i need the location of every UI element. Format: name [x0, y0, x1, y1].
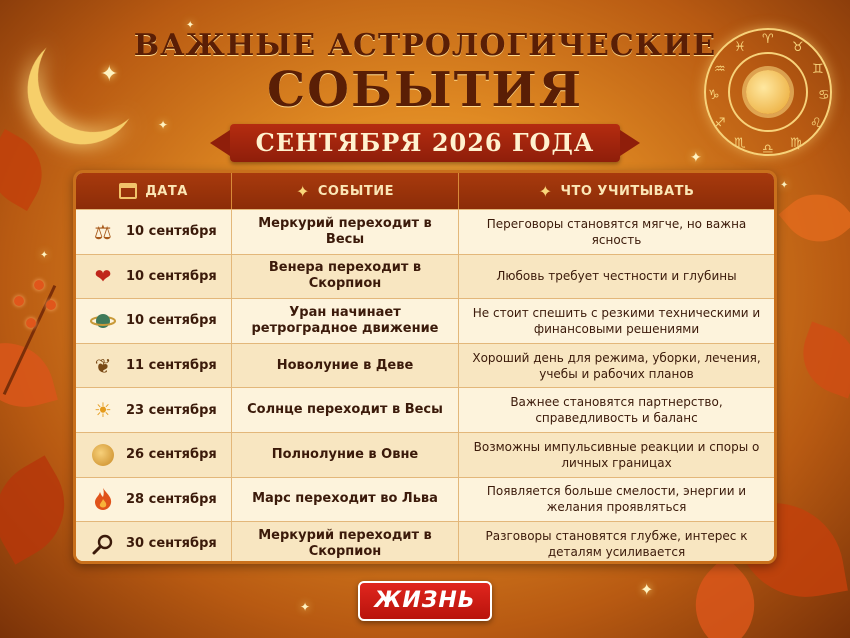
header-event-label: СОБЫТИЕ: [317, 183, 394, 199]
event-name: Уран начинает ретроградное движение: [231, 299, 458, 343]
event-name: Марс переходит во Льва: [231, 478, 458, 522]
date-cell: [76, 299, 231, 343]
autumn-leaf-icon: [0, 332, 58, 418]
events-table: [73, 170, 777, 564]
page-title-line1: ВАЖНЫЕ АСТРОЛОГИЧЕСКИЕ: [133, 28, 717, 63]
zodiac-symbol: ♏: [734, 136, 746, 151]
calendar-icon: [119, 183, 137, 199]
star-icon: ✦: [40, 250, 49, 261]
table-row: [76, 209, 774, 254]
star-icon: ✦: [300, 600, 311, 614]
event-date: 30 сентября: [126, 536, 217, 552]
zodiac-symbol: ♊: [812, 62, 824, 77]
event-date: 10 сентября: [126, 224, 217, 240]
autumn-leaf-icon: [792, 322, 850, 399]
fire-icon: [90, 486, 116, 512]
event-date: 11 сентября: [126, 358, 217, 374]
star-icon: ✦: [640, 580, 654, 599]
date-cell: [76, 255, 231, 299]
full-moon-icon: [90, 442, 116, 468]
header-note-label: ЧТО УЧИТЫВАТЬ: [560, 183, 695, 199]
event-note: Важнее становятся партнерство, справедливость и баланс: [458, 388, 774, 432]
star-icon: ✦: [186, 20, 195, 31]
zodiac-symbol: ♌: [810, 116, 822, 131]
zodiac-symbol: ♎: [762, 142, 774, 157]
heart-icon: ❤: [94, 264, 112, 289]
table-row: [76, 298, 774, 343]
berry: [14, 296, 24, 306]
sparkle-icon: ✦: [538, 181, 553, 201]
table-row: [76, 254, 774, 299]
event-name: Новолуние в Деве: [231, 344, 458, 388]
event-date: 23 сентября: [126, 402, 217, 418]
event-name: Меркурий переходит в Скорпион: [231, 522, 458, 564]
table-row: [76, 343, 774, 388]
event-note: Хороший день для режима, уборки, лечения, учебы и рабочих планов: [458, 344, 774, 388]
zodiac-symbol: ♑: [708, 88, 720, 103]
autumn-leaf-icon: [0, 455, 85, 564]
sprout-icon: ❦: [94, 353, 112, 378]
header-date: [76, 173, 231, 209]
berry: [46, 300, 56, 310]
autumn-leaf-icon: [779, 179, 850, 258]
event-name: Меркурий переходит в Весы: [231, 210, 458, 254]
date-cell: [76, 433, 231, 477]
event-note: Разговоры становятся глубже, интерес к деталям усиливается: [458, 522, 774, 564]
zodiac-symbol: ♈: [762, 32, 774, 47]
date-cell: [76, 388, 231, 432]
zodiac-symbol: ♋: [818, 88, 830, 103]
date-cell: [76, 522, 231, 564]
magnifier-icon: [90, 531, 116, 557]
sun-icon: ☀: [94, 398, 112, 423]
event-note: Появляется больше смелости, энергии и желания проявляться: [458, 478, 774, 522]
event-date: 28 сентября: [126, 491, 217, 507]
event-date: 26 сентября: [126, 447, 217, 463]
event-note: Не стоит спешить с резкими техническими и финансовыми решениями: [458, 299, 774, 343]
event-note: Переговоры становятся мягче, но важна ясность: [458, 210, 774, 254]
event-name: Полнолуние в Овне: [231, 433, 458, 477]
star-icon: ✦: [690, 150, 702, 166]
event-note: Возможны импульсивные реакции и споры о личных границах: [458, 433, 774, 477]
date-cell: [76, 344, 231, 388]
table-body: [76, 209, 774, 564]
planet-icon: [90, 308, 116, 334]
table-row: [76, 521, 774, 564]
table-row: [76, 432, 774, 477]
table-header: [76, 173, 774, 209]
autumn-leaf-icon: [0, 129, 57, 211]
date-cell: [76, 478, 231, 522]
zodiac-symbol: ♐: [714, 116, 726, 131]
star-icon: ✦: [780, 180, 789, 191]
header-event: [231, 173, 458, 209]
zodiac-symbol: ♉: [792, 40, 804, 55]
date-cell: [76, 210, 231, 254]
event-note: Любовь требует честности и глубины: [458, 255, 774, 299]
berry: [34, 280, 44, 290]
zodiac-symbol: ♒: [714, 62, 726, 77]
header-note: [458, 173, 774, 209]
star-icon: ✦: [158, 118, 169, 132]
page-title-line2: СОБЫТИЯ: [266, 62, 584, 118]
event-date: 10 сентября: [126, 268, 217, 284]
zodiac-symbol: ♓: [734, 40, 746, 55]
libra-scales-icon: ⚖: [94, 219, 112, 244]
subtitle-text: СЕНТЯБРЯ 2026 ГОДА: [255, 128, 595, 157]
table-row: [76, 387, 774, 432]
star-icon: ✦: [100, 62, 119, 87]
event-name: Венера переходит в Скорпион: [231, 255, 458, 299]
zodiac-symbol: ♍: [790, 136, 802, 151]
brand-logo[interactable]: ЖИЗНЬ: [358, 581, 492, 621]
subtitle-ribbon: [230, 124, 620, 162]
header-date-label: ДАТА: [145, 183, 188, 199]
event-name: Солнце переходит в Весы: [231, 388, 458, 432]
berry: [26, 318, 36, 328]
sparkle-icon: ✦: [295, 181, 310, 201]
table-row: [76, 477, 774, 522]
event-date: 10 сентября: [126, 313, 217, 329]
